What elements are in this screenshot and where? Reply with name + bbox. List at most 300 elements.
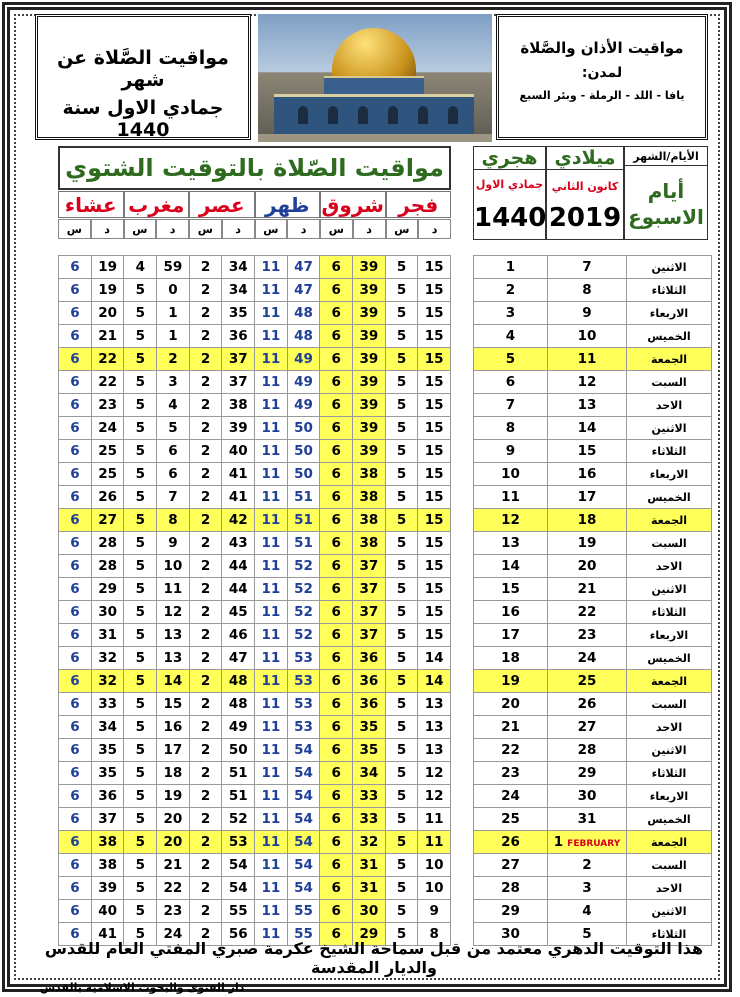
time-cell: 8 — [418, 923, 451, 946]
time-cell: 29 — [91, 578, 124, 601]
time-cell: 11 — [255, 302, 288, 325]
time-cell: 2 — [189, 394, 222, 417]
weekday-cell: الجمعة — [627, 509, 712, 532]
unit-label: س — [255, 219, 288, 239]
time-cell: 2 — [189, 739, 222, 762]
time-cell: 5 — [124, 716, 157, 739]
time-cell: 48 — [287, 302, 320, 325]
time-cell: 11 — [255, 739, 288, 762]
time-cell: 28 — [91, 555, 124, 578]
time-cell: 16 — [157, 716, 190, 739]
hijri-day-cell: 8 — [474, 417, 548, 440]
time-cell: 2 — [189, 670, 222, 693]
time-cell: 5 — [385, 302, 418, 325]
time-cell: 59 — [157, 256, 190, 279]
time-cell: 6 — [320, 486, 353, 509]
time-cell: 6 — [320, 394, 353, 417]
time-cell: 6 — [320, 532, 353, 555]
time-cell: 51 — [222, 785, 255, 808]
hijri-day-cell: 30 — [474, 923, 548, 946]
weekday-cell: السبت — [627, 532, 712, 555]
time-cell: 15 — [418, 279, 451, 302]
gregorian-day: 30 — [577, 788, 597, 804]
table-row — [59, 785, 451, 808]
prayer-names-row — [58, 191, 451, 218]
table-row — [474, 532, 712, 555]
hijri-year: 1440 — [474, 203, 547, 233]
time-cell: 36 — [353, 670, 386, 693]
cities-list: يافا - اللد - الرملة - وبئر السبع — [519, 89, 685, 102]
time-cell: 47 — [287, 256, 320, 279]
time-cell: 37 — [91, 808, 124, 831]
time-cell: 2 — [189, 831, 222, 854]
unit-label: د — [418, 219, 451, 239]
time-cell: 36 — [222, 325, 255, 348]
time-cell: 32 — [91, 670, 124, 693]
gregorian-day: 14 — [577, 420, 597, 436]
time-cell: 5 — [385, 923, 418, 946]
time-cell: 11 — [255, 923, 288, 946]
time-cell: 21 — [91, 325, 124, 348]
weekday-cell: الاحد — [627, 555, 712, 578]
time-cell: 5 — [124, 440, 157, 463]
time-cell: 5 — [124, 486, 157, 509]
unit-label: س — [320, 219, 353, 239]
time-cell: 6 — [59, 394, 92, 417]
gregorian-day: 16 — [577, 466, 597, 482]
table-row — [59, 440, 451, 463]
prayer-name: شروق — [321, 192, 384, 217]
table-row — [59, 739, 451, 762]
table-row — [59, 693, 451, 716]
table-row — [474, 348, 712, 371]
table-row — [474, 555, 712, 578]
time-cell: 11 — [255, 624, 288, 647]
weekday-cell: الخميس — [627, 486, 712, 509]
weekday-cell: الاربعاء — [627, 302, 712, 325]
time-cell: 11 — [255, 509, 288, 532]
time-cell: 54 — [222, 854, 255, 877]
weekday-cell: الاثنين — [627, 900, 712, 923]
weekday-cell: السبت — [627, 854, 712, 877]
time-cell: 5 — [385, 256, 418, 279]
time-cell: 5 — [385, 877, 418, 900]
footer — [40, 939, 708, 994]
time-cell: 39 — [222, 417, 255, 440]
table-row — [59, 808, 451, 831]
time-cell: 6 — [59, 716, 92, 739]
time-cell: 23 — [91, 394, 124, 417]
time-cell: 37 — [353, 578, 386, 601]
time-cell: 2 — [189, 923, 222, 946]
weekday-cell: الاحد — [627, 394, 712, 417]
time-cell: 13 — [418, 716, 451, 739]
time-cell: 45 — [222, 601, 255, 624]
time-cell: 13 — [418, 693, 451, 716]
time-cell: 38 — [91, 854, 124, 877]
time-cell: 56 — [222, 923, 255, 946]
time-cell: 6 — [320, 348, 353, 371]
table-row — [59, 325, 451, 348]
time-cell: 9 — [418, 900, 451, 923]
time-cell: 6 — [157, 463, 190, 486]
hijri-day-cell: 5 — [474, 348, 548, 371]
hijri-day-cell: 29 — [474, 900, 548, 923]
time-cell: 11 — [418, 808, 451, 831]
cities-box — [496, 14, 708, 140]
time-cell: 15 — [418, 348, 451, 371]
prayer-name: عشاء — [58, 191, 124, 218]
time-cell: 31 — [91, 624, 124, 647]
time-cell: 15 — [418, 578, 451, 601]
time-cell: 5 — [385, 808, 418, 831]
table-row — [474, 831, 712, 854]
gregorian-day-cell — [548, 279, 627, 302]
unit-label: د — [222, 219, 255, 239]
time-cell: 0 — [157, 279, 190, 302]
time-cell: 10 — [418, 854, 451, 877]
time-cell: 5 — [385, 348, 418, 371]
time-cell: 15 — [418, 325, 451, 348]
hijri-day-cell: 19 — [474, 670, 548, 693]
table-row — [59, 900, 451, 923]
time-cell: 5 — [124, 325, 157, 348]
time-cell: 5 — [124, 302, 157, 325]
gregorian-day: 19 — [577, 535, 597, 551]
time-cell: 37 — [222, 371, 255, 394]
time-cell: 2 — [189, 371, 222, 394]
gregorian-day: 25 — [577, 673, 597, 689]
gregorian-day-cell — [548, 440, 627, 463]
time-cell: 2 — [189, 279, 222, 302]
time-cell: 15 — [418, 302, 451, 325]
time-cell: 19 — [91, 279, 124, 302]
time-cell: 11 — [418, 831, 451, 854]
weekday-cell: الاثنين — [627, 578, 712, 601]
time-cell: 8 — [157, 509, 190, 532]
weekday-cell: الخميس — [627, 647, 712, 670]
time-cell: 22 — [157, 877, 190, 900]
time-cell: 6 — [59, 325, 92, 348]
time-cell: 11 — [255, 785, 288, 808]
time-cell: 22 — [91, 371, 124, 394]
gregorian-day-cell — [548, 256, 627, 279]
time-cell: 6 — [59, 302, 92, 325]
time-cell: 15 — [418, 463, 451, 486]
hijri-day-cell: 24 — [474, 785, 548, 808]
time-cell: 2 — [189, 348, 222, 371]
time-cell: 6 — [59, 555, 92, 578]
time-cell: 6 — [59, 279, 92, 302]
time-cell: 39 — [353, 256, 386, 279]
time-cell: 54 — [287, 831, 320, 854]
time-cell: 15 — [418, 394, 451, 417]
days-month-label: الأيام/الشهر — [625, 147, 707, 166]
time-cell: 3 — [157, 371, 190, 394]
time-cell: 6 — [59, 486, 92, 509]
time-cell: 26 — [91, 486, 124, 509]
prayer-name: عصر — [189, 191, 255, 218]
time-cell: 48 — [222, 693, 255, 716]
hijri-day-cell: 4 — [474, 325, 548, 348]
time-cell: 5 — [124, 371, 157, 394]
table-row — [474, 716, 712, 739]
unit-label: س — [124, 219, 157, 239]
hijri-day-cell: 27 — [474, 854, 548, 877]
dates-table — [473, 255, 712, 946]
time-cell: 5 — [385, 463, 418, 486]
time-cell: 44 — [222, 578, 255, 601]
cities-label: لمدن: — [581, 65, 623, 81]
time-cell: 51 — [287, 532, 320, 555]
table-row — [474, 394, 712, 417]
time-cell: 12 — [157, 601, 190, 624]
table-row — [59, 417, 451, 440]
time-cell: 9 — [157, 532, 190, 555]
gregorian-day: 18 — [577, 512, 597, 528]
time-cell: 50 — [287, 417, 320, 440]
gregorian-day-cell — [548, 417, 627, 440]
gregorian-day: 27 — [577, 719, 597, 735]
month-note: FEBRUARY — [567, 839, 621, 849]
time-cell: 2 — [189, 693, 222, 716]
gregorian-day: 11 — [577, 351, 597, 367]
hijri-day-cell: 13 — [474, 532, 548, 555]
time-cell: 33 — [91, 693, 124, 716]
days-header — [624, 146, 708, 240]
gregorian-day-cell — [548, 348, 627, 371]
prayer-times-title: مواقيت الصّلاة بالتوقيت الشتوي — [58, 146, 451, 190]
gregorian-day: 29 — [577, 765, 597, 781]
time-cell: 6 — [59, 624, 92, 647]
hijri-month: جمادي الاول — [475, 178, 544, 191]
time-cell: 38 — [353, 509, 386, 532]
time-cell: 5 — [124, 900, 157, 923]
time-cell: 14 — [418, 670, 451, 693]
time-cell: 6 — [59, 808, 92, 831]
time-cell: 12 — [418, 762, 451, 785]
time-cell: 2 — [189, 762, 222, 785]
dome-of-the-rock-photo — [258, 14, 492, 142]
time-cell: 6 — [59, 440, 92, 463]
time-cell: 15 — [418, 440, 451, 463]
time-cell: 5 — [124, 394, 157, 417]
time-cell: 51 — [222, 762, 255, 785]
time-cell: 6 — [59, 348, 92, 371]
gregorian-day-cell — [548, 325, 627, 348]
hijri-day-cell: 2 — [474, 279, 548, 302]
weekday-cell: الاثنين — [627, 256, 712, 279]
time-cell: 5 — [385, 440, 418, 463]
gregorian-day-cell — [548, 463, 627, 486]
weekday-cell: الثلاثاء — [627, 762, 712, 785]
time-cell: 2 — [189, 417, 222, 440]
time-cell: 55 — [222, 900, 255, 923]
time-cell: 11 — [255, 256, 288, 279]
time-cell: 5 — [385, 486, 418, 509]
time-cell: 54 — [287, 785, 320, 808]
weekday-cell: السبت — [627, 371, 712, 394]
gregorian-day-cell — [548, 601, 627, 624]
time-cell: 11 — [255, 877, 288, 900]
time-cell: 2 — [189, 624, 222, 647]
hijri-day-cell: 18 — [474, 647, 548, 670]
time-cell: 2 — [189, 808, 222, 831]
time-cell: 6 — [320, 371, 353, 394]
time-cell: 49 — [222, 716, 255, 739]
unit-label: د — [91, 219, 124, 239]
gregorian-month: كانون الثاني — [551, 180, 619, 193]
weekday-cell: الاثنين — [627, 739, 712, 762]
time-cell: 5 — [124, 578, 157, 601]
table-row — [59, 371, 451, 394]
table-row — [474, 578, 712, 601]
time-cell: 35 — [91, 739, 124, 762]
time-cell: 6 — [59, 601, 92, 624]
gregorian-day-cell — [548, 693, 627, 716]
weekday-cell: الخميس — [627, 808, 712, 831]
table-row — [474, 325, 712, 348]
time-cell: 49 — [287, 394, 320, 417]
prayer-name: فجر — [386, 191, 452, 218]
gregorian-day: 28 — [577, 742, 597, 758]
prayer-times-table — [58, 255, 451, 946]
time-cell: 46 — [222, 624, 255, 647]
time-cell: 6 — [59, 670, 92, 693]
time-cell: 6 — [59, 831, 92, 854]
time-cell: 31 — [353, 877, 386, 900]
weekday-cell: الاربعاء — [627, 624, 712, 647]
gregorian-day: 15 — [577, 443, 597, 459]
table-row — [59, 601, 451, 624]
time-cell: 6 — [59, 417, 92, 440]
table-row — [474, 256, 712, 279]
gregorian-day-cell — [548, 578, 627, 601]
table-row — [474, 463, 712, 486]
gregorian-day: 17 — [577, 489, 597, 505]
time-cell: 5 — [124, 670, 157, 693]
time-cell: 6 — [59, 463, 92, 486]
time-cell: 5 — [124, 463, 157, 486]
hijri-day-cell: 3 — [474, 302, 548, 325]
time-cell: 15 — [418, 256, 451, 279]
time-cell: 4 — [157, 394, 190, 417]
gregorian-day: 13 — [577, 397, 597, 413]
weekday-cell: الجمعة — [627, 831, 712, 854]
time-cell: 11 — [255, 693, 288, 716]
time-cell: 6 — [320, 808, 353, 831]
time-cell: 11 — [255, 601, 288, 624]
time-cell: 5 — [385, 854, 418, 877]
hijri-day-cell: 25 — [474, 808, 548, 831]
table-row — [59, 578, 451, 601]
hijri-day-cell: 28 — [474, 877, 548, 900]
table-row — [474, 693, 712, 716]
time-cell: 33 — [353, 785, 386, 808]
table-row — [474, 624, 712, 647]
time-cell: 5 — [124, 785, 157, 808]
time-cell: 37 — [353, 555, 386, 578]
weekday-cell: الاربعاء — [627, 463, 712, 486]
time-cell: 6 — [320, 440, 353, 463]
gregorian-day-cell — [548, 532, 627, 555]
time-cell: 5 — [157, 417, 190, 440]
time-cell: 6 — [320, 900, 353, 923]
hijri-day-cell: 21 — [474, 716, 548, 739]
hijri-day-cell: 6 — [474, 371, 548, 394]
time-cell: 6 — [320, 854, 353, 877]
cities-title: مواقيت الأذان والصَّلاة — [520, 39, 684, 57]
time-cell: 31 — [353, 854, 386, 877]
time-cell: 53 — [222, 831, 255, 854]
time-cell: 6 — [59, 371, 92, 394]
time-cell: 49 — [287, 371, 320, 394]
gregorian-day-cell — [548, 302, 627, 325]
table-row — [474, 900, 712, 923]
golden-dome — [332, 28, 416, 80]
gregorian-day-cell — [548, 785, 627, 808]
time-cell: 33 — [353, 808, 386, 831]
gregorian-day: 31 — [577, 811, 597, 827]
time-cell: 6 — [59, 509, 92, 532]
time-cell: 5 — [385, 601, 418, 624]
time-cell: 37 — [353, 624, 386, 647]
time-cell: 52 — [222, 808, 255, 831]
time-cell: 40 — [222, 440, 255, 463]
time-cell: 54 — [287, 739, 320, 762]
time-cell: 5 — [124, 831, 157, 854]
table-row — [474, 647, 712, 670]
time-cell: 11 — [255, 325, 288, 348]
gregorian-day: 20 — [577, 558, 597, 574]
table-row — [59, 877, 451, 900]
table-row — [59, 670, 451, 693]
time-cell: 15 — [157, 693, 190, 716]
gregorian-day: 7 — [582, 259, 592, 275]
table-row — [59, 647, 451, 670]
table-row — [474, 486, 712, 509]
table-row — [59, 256, 451, 279]
time-cell: 11 — [255, 854, 288, 877]
time-cell: 51 — [287, 486, 320, 509]
time-cell: 35 — [353, 716, 386, 739]
unit-label: د — [287, 219, 320, 239]
table-row — [474, 670, 712, 693]
table-row — [59, 762, 451, 785]
time-cell: 38 — [353, 532, 386, 555]
time-cell: 6 — [59, 762, 92, 785]
time-cell: 5 — [124, 877, 157, 900]
time-cell: 5 — [385, 394, 418, 417]
time-cell: 15 — [418, 601, 451, 624]
time-cell: 15 — [418, 417, 451, 440]
weekday-cell: الثلاثاء — [627, 440, 712, 463]
gregorian-label: ميلادي — [547, 147, 623, 170]
gregorian-day-cell — [548, 831, 627, 854]
time-cell: 5 — [385, 279, 418, 302]
unit-label: د — [353, 219, 386, 239]
time-cell: 11 — [255, 371, 288, 394]
time-cell: 39 — [353, 417, 386, 440]
time-cell: 5 — [385, 831, 418, 854]
time-cell: 49 — [287, 348, 320, 371]
time-cell: 5 — [385, 509, 418, 532]
gregorian-day: 26 — [577, 696, 597, 712]
table-row — [59, 279, 451, 302]
time-cell: 52 — [287, 601, 320, 624]
time-cell: 50 — [222, 739, 255, 762]
time-cell: 11 — [255, 532, 288, 555]
